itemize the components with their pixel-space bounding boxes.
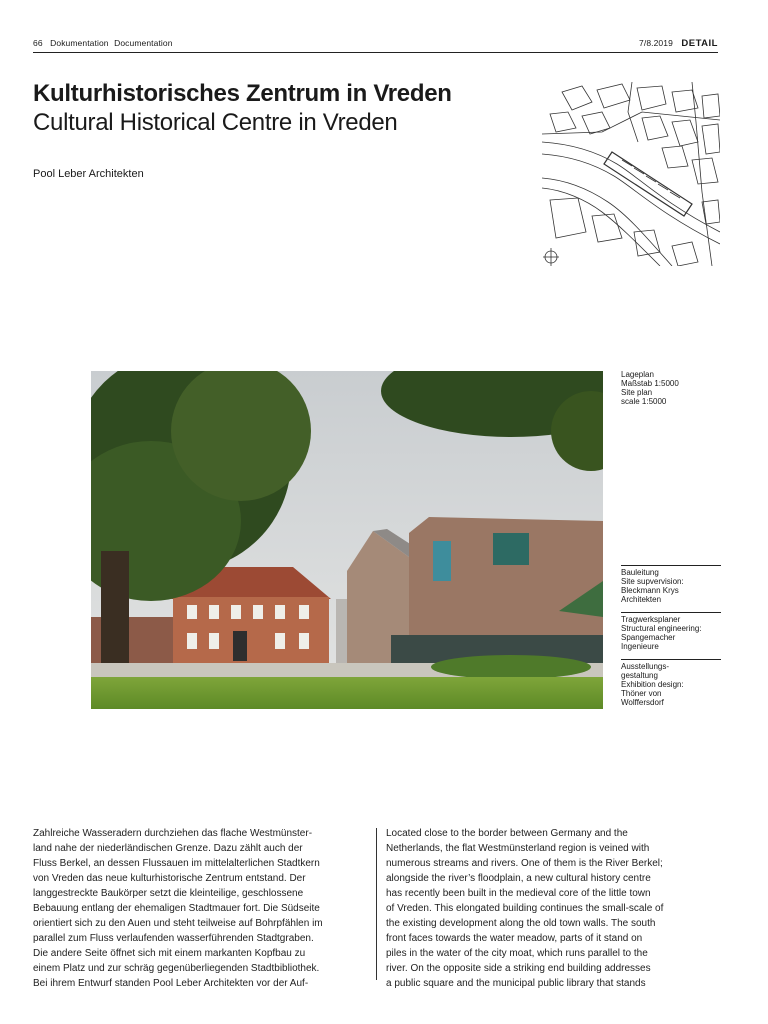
page-header <box>33 36 718 53</box>
credit-divider <box>621 659 721 660</box>
text-line: alongside the river’s floodplain, a new cultural history centre <box>386 873 651 884</box>
text-line: Located close to the border between Germany and the <box>386 828 628 839</box>
title-german: Kulturhistorisches Zentrum in Vreden <box>33 80 452 107</box>
site-plan-scale-de: Maßstab 1:5000 <box>621 379 679 388</box>
text-line: Fluss Berkel, an dessen Flussauen im mittelalterlichen Stadtkern <box>33 858 320 869</box>
credit-value: Spangemacher <box>621 633 676 642</box>
text-line: has recently been built in the medieval core of the little town <box>386 888 651 899</box>
credit-value: Thöner von <box>621 689 662 698</box>
text-line: Bei ihrem Entwurf standen Pool Leber Architekten vor der Auf- <box>33 978 309 989</box>
text-line: river. On the opposite side a striking end building addresses <box>386 963 651 974</box>
text-line: langgestreckte Baukörper setzt die kleinteilige, geschlossene <box>33 888 304 899</box>
architect-name: Pool Leber Architekten <box>33 168 144 180</box>
text-line: the existing development along the old town walls. The south <box>386 918 656 929</box>
site-plan-label-en: Site plan <box>621 388 653 397</box>
column-divider <box>376 828 377 980</box>
credit-value: Bleckmann Krys <box>621 586 679 595</box>
section-de: Dokumentation <box>50 38 109 48</box>
credit-label-de-2: gestaltung <box>621 671 658 680</box>
body-text-english <box>386 826 706 991</box>
header-left <box>33 38 178 48</box>
header-right <box>639 38 718 49</box>
brand-logo: DETAIL <box>681 38 718 49</box>
credit-value: Wolffersdorf <box>621 698 664 707</box>
credit-exhibition-design <box>621 659 721 707</box>
text-line: Bebauung entlang der ehemaligen Stadtmauer fort. Die Südseite <box>33 903 320 914</box>
text-line: Die andere Seite öffnet sich mit einem markanten Kopfbau zu <box>33 948 306 959</box>
text-line: a public square and the municipal public library that stands <box>386 978 646 989</box>
text-line: parallel zum Fluss verlaufenden wasserführenden Stadtgraben. <box>33 933 314 944</box>
text-line: von Vreden das neue kulturhistorische Zentrum entstand. Der <box>33 873 306 884</box>
text-line: orientiert sich zu den Auen und steht teilweise auf Bohrpfählen im <box>33 918 323 929</box>
text-line: numerous streams and rivers. One of them is the River Berkel; <box>386 858 663 869</box>
text-line: piles in the water of the city moat, which runs parallel to the <box>386 948 648 959</box>
credit-site-supervision <box>621 565 721 604</box>
page-number: 66 <box>33 38 43 48</box>
credit-value: Ingenieure <box>621 642 659 651</box>
site-plan-scale-en: scale 1:5000 <box>621 397 667 406</box>
site-plan-drawing <box>542 82 720 266</box>
text-line: of Vreden. This elongated building continues the small-scale of <box>386 903 664 914</box>
credit-structural-engineering <box>621 612 721 651</box>
credit-label-de: Tragwerksplaner <box>621 615 681 624</box>
text-line: Zahlreiche Wasseradern durchziehen das flache Westmünster- <box>33 828 313 839</box>
title-english: Cultural Historical Centre in Vreden <box>33 109 398 136</box>
credit-label-de: Ausstellungs- <box>621 662 670 671</box>
credit-label-en: Site supvervision: <box>621 577 684 586</box>
text-line: Netherlands, the flat Westmünsterland region is veined with <box>386 843 650 854</box>
credit-divider <box>621 565 721 566</box>
credit-divider <box>621 612 721 613</box>
credit-label-de: Bauleitung <box>621 568 659 577</box>
building-photograph <box>91 371 603 709</box>
text-line: front faces towards the water meadow, parts of it stand on <box>386 933 643 944</box>
credit-label-en: Structural engineering: <box>621 624 702 633</box>
credit-label-en: Exhibition design: <box>621 680 684 689</box>
credit-value: Architekten <box>621 595 662 604</box>
site-plan-caption <box>621 370 721 406</box>
text-line: einem Platz und zur schräg gegenüberliegenden Stadtbibliothek. <box>33 963 320 974</box>
section-en: Documentation <box>114 38 173 48</box>
site-plan-label-de: Lageplan <box>621 370 654 379</box>
issue-date: 7/8.2019 <box>639 38 673 48</box>
text-line: land nahe der niederländischen Grenze. Dazu zählt auch der <box>33 843 303 854</box>
body-text-german <box>33 826 366 991</box>
